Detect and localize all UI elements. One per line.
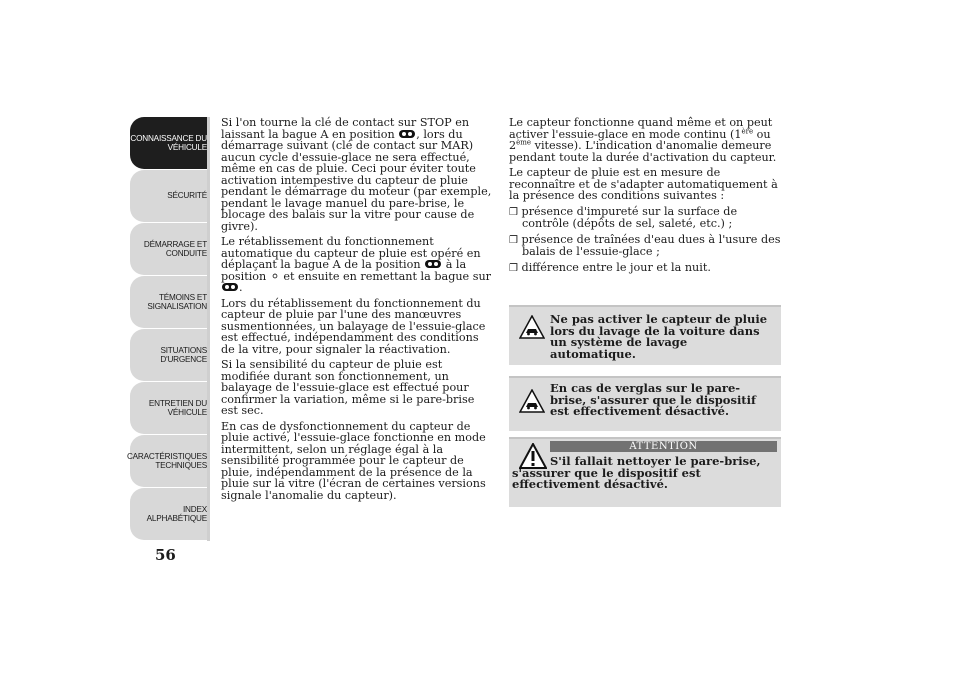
tab-situations-d-urgence[interactable] bbox=[130, 329, 210, 381]
paragraph: Lors du rétablissement du fonctionnement du capteur de pluie par l'une des manœuvres susmentionnées, un balayage de l'essuie-glace est effectué, indépendamment des conditions de la vitre, pour signaler la réactivation. bbox=[221, 296, 486, 356]
attention-header: ATTENTION bbox=[550, 441, 777, 452]
car-caution-icon bbox=[519, 389, 545, 413]
auto-wiper-symbol-icon bbox=[424, 259, 442, 269]
tab-securite[interactable] bbox=[130, 170, 210, 222]
paragraph bbox=[221, 236, 493, 294]
list-item bbox=[509, 234, 781, 258]
caution-box bbox=[509, 305, 781, 365]
tab-entretien-du-vehicule[interactable] bbox=[130, 382, 210, 434]
caution-text: En cas de verglas sur le pare-brise, s'assurer que le dispositif est effectivement désactivé. bbox=[550, 381, 756, 418]
list-item-text: présence de traînées d'eau dues à l'usure des balais de l'essuie-glace ; bbox=[521, 232, 781, 258]
sidebar-divider bbox=[207, 117, 210, 541]
tab-label: TÉMOINS ET SIGNALISATION bbox=[147, 292, 207, 311]
list-item-text: différence entre le jour et la nuit. bbox=[521, 260, 711, 274]
divider bbox=[509, 376, 781, 378]
auto-wiper-symbol-icon bbox=[221, 282, 239, 292]
auto-wiper-symbol-icon bbox=[398, 129, 416, 139]
text: à la position bbox=[221, 258, 467, 283]
text: , lors du démarrage suivant (clé de contact sur MAR) aucun cycle d'essuie-glace ne sera effectué, même en cas de pluie. Ceci pour éviter toute activation intempestive du capteur de pluie pendant le démarrage du moteur (par exemple, pendant le lavage manuel du pare-brise, le blocage des balais sur la vitre pour cause de givre). bbox=[221, 127, 492, 233]
bullet-icon: ❒ bbox=[509, 262, 518, 274]
caution-text: Ne pas activer le capteur de pluie lors du lavage de la voiture dans un système de lavage automatique. bbox=[550, 312, 768, 361]
tab-connaissance-du-vehicule[interactable] bbox=[130, 117, 210, 169]
divider bbox=[509, 305, 781, 307]
paragraph: Si la sensibilité du capteur de pluie est modifiée durant son fonctionnement, un balayage de l'essuie-glace est effectué pour confirmer la variation, même si le pare-brise est sec. bbox=[221, 358, 475, 417]
caution-box bbox=[509, 376, 781, 431]
tab-label: CARACTÉRISTIQUES TECHNIQUES bbox=[126, 451, 207, 470]
tab-temoins-et-signalisation[interactable] bbox=[130, 276, 210, 328]
page-number: 56 bbox=[155, 546, 176, 564]
text: Le rétablissement du fonctionnement automatique du capteur de pluie est opéré en déplaçant la bague A de la position bbox=[221, 235, 481, 271]
superscript: ère bbox=[741, 126, 754, 135]
tab-index-alphabetique[interactable] bbox=[130, 488, 210, 540]
tab-caracteristiques-techniques[interactable] bbox=[126, 435, 210, 487]
text: ou 2 bbox=[509, 127, 771, 152]
text-column-left bbox=[221, 117, 493, 505]
text: . bbox=[239, 281, 243, 294]
bullet-icon: ❒ bbox=[509, 234, 518, 246]
text: et ensuite en remettant la bague sur bbox=[283, 269, 492, 283]
text: Si l'on tourne la clé de contact sur STOP en laissant la bague A en position bbox=[221, 116, 470, 141]
list-item-text: présence d'impureté sur la surface de contrôle (dépôts de sel, saleté, etc.) ; bbox=[521, 204, 738, 230]
tab-label: ENTRETIEN DU VÉHICULE bbox=[148, 398, 207, 417]
tab-demarrage-et-conduite[interactable] bbox=[130, 223, 210, 275]
superscript: ème bbox=[516, 138, 532, 147]
tab-label: DÉMARRAGE ET CONDUITE bbox=[143, 239, 207, 258]
text: Le capteur fonctionne quand même et on peut activer l'essuie-glace en mode continu (1 bbox=[509, 116, 773, 141]
paragraph bbox=[509, 117, 781, 163]
list-item bbox=[509, 262, 781, 275]
tab-label: CONNAISSANCE DU VÉHICULE bbox=[130, 133, 207, 152]
attention-text: S'il fallait nettoyer le pare-brise, s'assurer que le dispositif est effectivement désactivé. bbox=[512, 454, 761, 491]
text-column-right bbox=[509, 117, 781, 278]
off-position-icon bbox=[270, 271, 280, 281]
text: vitesse). L'indication d'anomalie demeure pendant toute la durée d'activation du capteur. bbox=[509, 139, 777, 164]
paragraph bbox=[221, 117, 493, 232]
bullet-icon: ❒ bbox=[509, 206, 518, 218]
list-item bbox=[509, 206, 781, 230]
car-caution-icon bbox=[519, 315, 545, 339]
tab-label: SITUATIONS D'URGENCE bbox=[160, 345, 207, 364]
attention-box bbox=[509, 437, 781, 507]
paragraph: En cas de dysfonctionnement du capteur de pluie activé, l'essuie-glace fonctionne en mode intermittent, selon un réglage égal à la sensibilité programmée pour le capteur de pluie, indépendamment de la présence de la pluie sur la vitre (l'écran de certaines versions signale l'anomalie du capteur). bbox=[221, 419, 486, 502]
divider bbox=[509, 437, 781, 439]
paragraph: Le capteur de pluie est en mesure de reconnaître et de s'adapter automatiquement à la présence des conditions suivantes : bbox=[509, 166, 778, 202]
tab-label: SÉCURITÉ bbox=[167, 191, 207, 201]
tab-label: INDEX ALPHABÉTIQUE bbox=[146, 504, 207, 523]
